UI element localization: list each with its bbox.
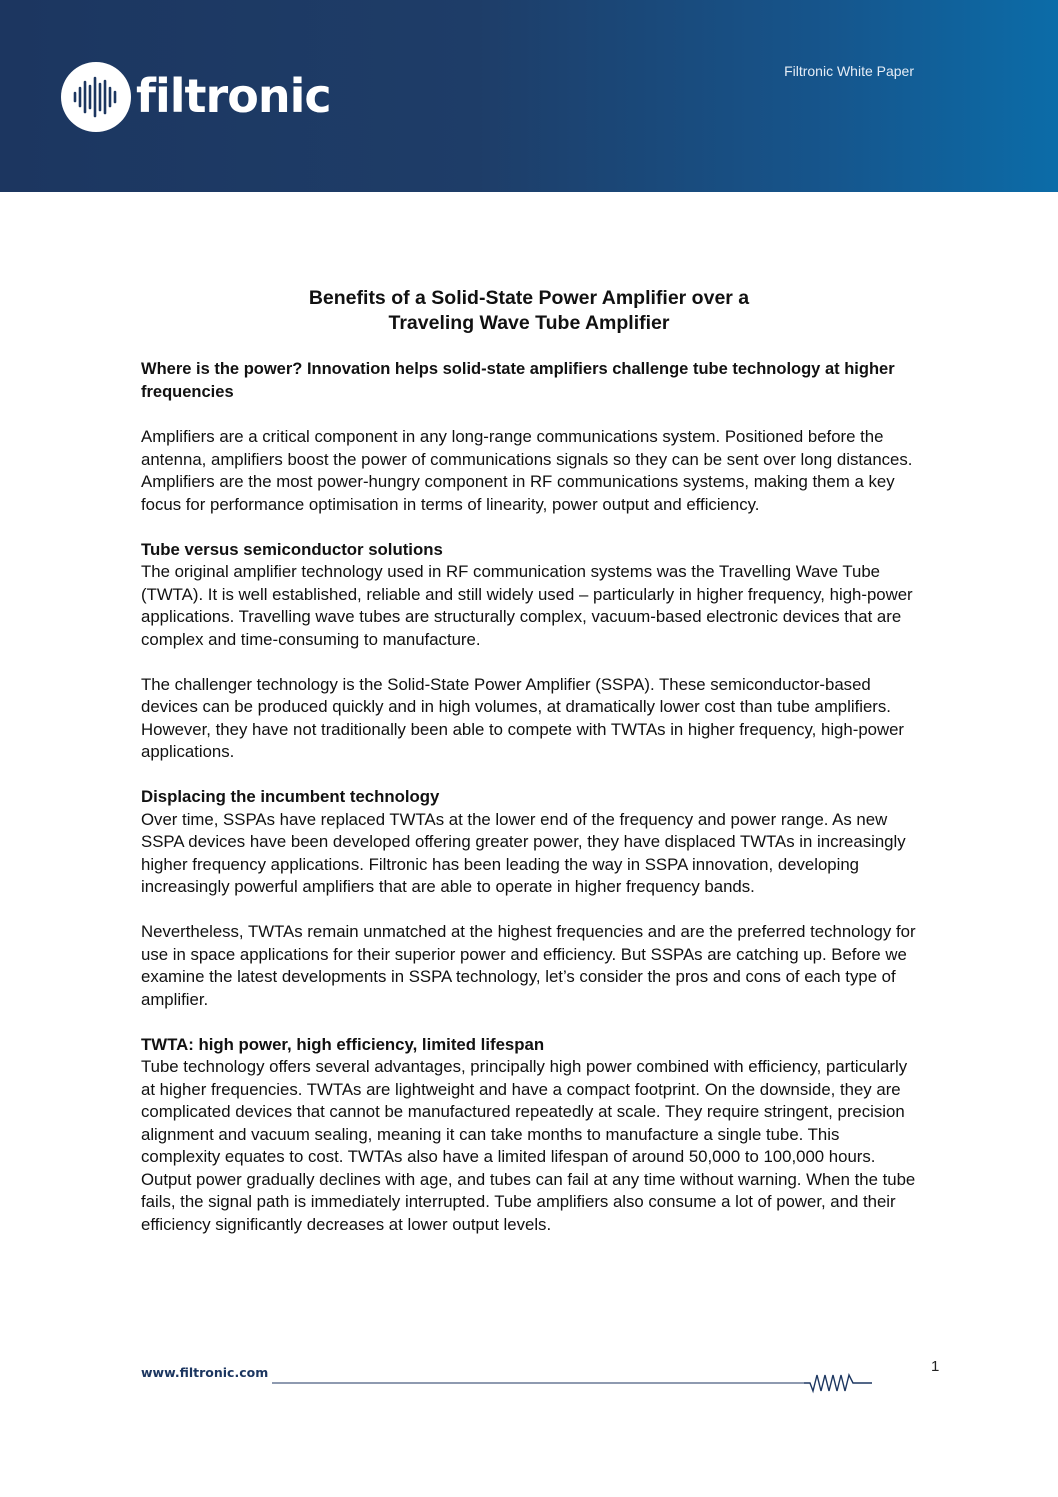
section-challenger — [141, 674, 921, 764]
section-heading: TWTA: high power, high efficiency, limited lifespan — [141, 1034, 545, 1054]
section-heading: Tube versus semiconductor solutions — [141, 539, 443, 559]
header-banner — [0, 0, 1058, 192]
document-type-label: Filtronic White Paper — [784, 63, 914, 79]
paragraph: Amplifiers are a critical component in any long-range communications system. Positioned before the antenna, amplifiers boost the power of communications signals so they can be sent over long distances. Amplifiers are the most power-hungry component in RF communications systems, making them a key focus for performance optimisation in terms of linearity, power output and efficiency. — [141, 427, 913, 514]
section-intro — [141, 426, 921, 516]
document-title — [141, 286, 917, 336]
paragraph: The challenger technology is the Solid-State Power Amplifier (SSPA). These semiconductor-based devices can be produced quickly and in high volumes, at dramatically lower cost than tube amplifiers. However, they have not traditionally been able to compete with TWTAs in higher frequency, high-power applications. — [141, 674, 905, 761]
waveform-line-icon — [272, 1370, 892, 1396]
waveform-circle-icon — [60, 61, 132, 133]
document-subtitle: Where is the power? Innovation helps solid-state amplifiers challenge tube technology at higher frequencies — [141, 360, 895, 401]
footer-url: www.filtronic.com — [141, 1365, 269, 1380]
paragraph: Tube technology offers several advantages, principally high power combined with efficiency, particularly at higher frequencies. TWTAs are lightweight and have a compact footprint. On the downside, they are complicated devices that cannot be manufactured repeatedly at scale. They require stringent, precision alignment and vacuum sealing, meaning it can take months to manufacture a single tube. This complexity equates to cost. TWTAs also have a limited lifespan of around 50,000 to 100,000 hours. Output power gradually declines with age, and tubes can fail at any time without warning. When the tube fails, the signal path is immediately interrupted. Tube amplifiers also consume a lot of power, and their efficiency significantly decreases at lower output levels. — [141, 1057, 916, 1234]
paragraph: Over time, SSPAs have replaced TWTAs at the lower end of the frequency and power range. As new SSPA devices have been developed offering greater power, they have displaced TWTAs in increasingly higher frequency applications. Filtronic has been leading the way in SSPA innovation, developing increasingly powerful amplifiers that are able to operate in higher frequency bands. — [141, 809, 906, 896]
title-line-1: Benefits of a Solid-State Power Amplifier over a — [308, 287, 750, 309]
title-line-2: Traveling Wave Tube Amplifier — [388, 312, 670, 334]
body-content — [141, 426, 921, 1259]
paragraph: Nevertheless, TWTAs remain unmatched at the highest frequencies and are the preferred technology for use in space applications for their superior power and efficiency. But SSPAs are catching up. Before we examine the latest developments in SSPA technology, let’s consider the pros and cons of each type of amplifier. — [141, 922, 916, 1009]
section-nevertheless — [141, 921, 921, 1011]
brand-wordmark: filtronic — [136, 69, 331, 123]
section-heading: Displacing the incumbent technology — [141, 787, 440, 806]
section-displacing — [141, 786, 921, 899]
page-number: 1 — [931, 1358, 940, 1375]
section-tube-vs-semiconductor — [141, 539, 921, 652]
section-twta — [141, 1034, 921, 1237]
paragraph: The original amplifier technology used in RF communication systems was the Travelling Wave Tube (TWTA). It is well established, reliable and still widely used – particularly in higher frequency, high-power applications. Travelling wave tubes are structurally complex, vacuum-based electronic devices that are complex and time-consuming to manufacture. — [141, 562, 913, 649]
